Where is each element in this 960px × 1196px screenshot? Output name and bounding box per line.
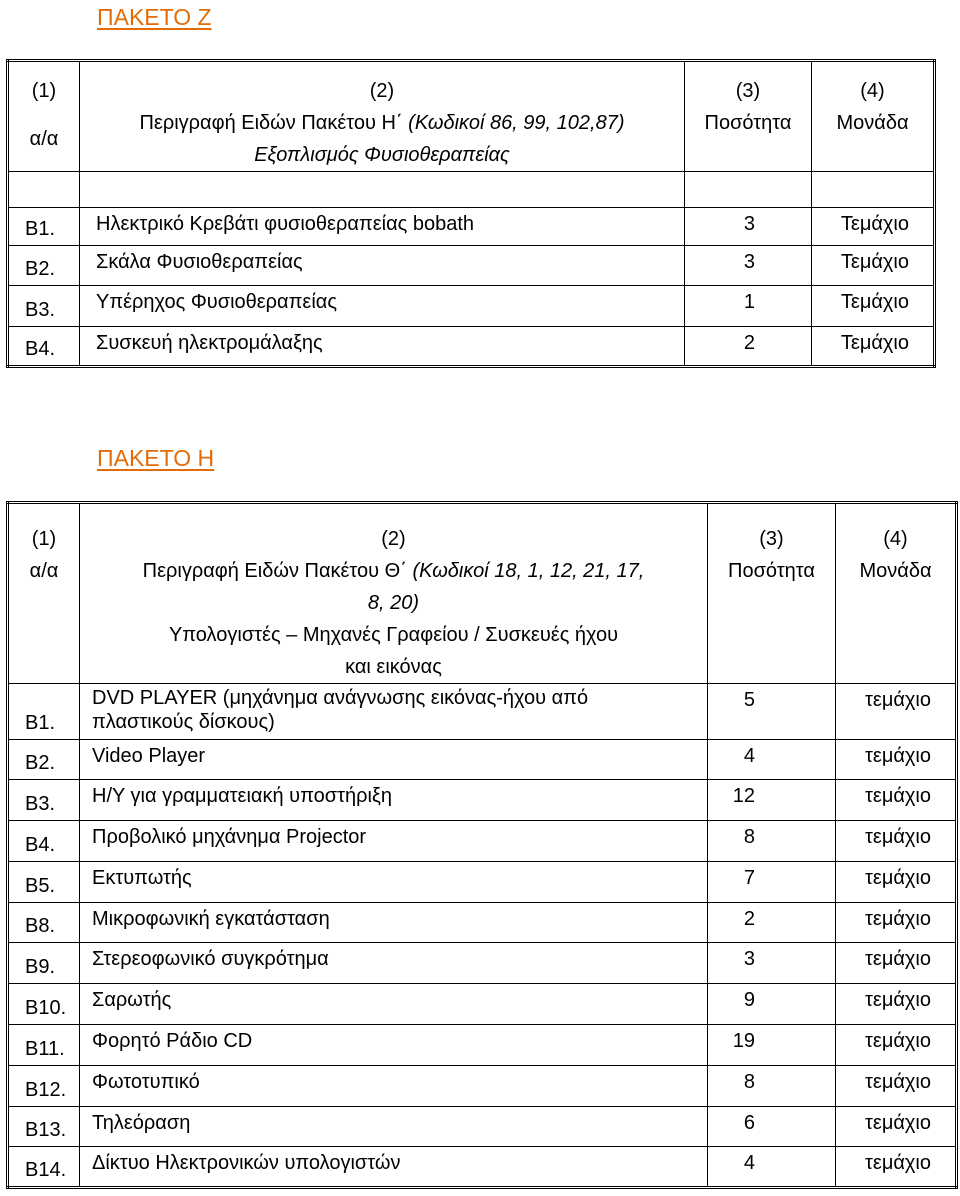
table-row <box>8 820 957 861</box>
row-quantity: 4 <box>708 739 836 779</box>
col-num-4: (4) <box>812 75 935 107</box>
row-description-text: Video Player <box>92 744 206 767</box>
row-unit: τεμάχιο <box>836 1065 957 1106</box>
row-id: Β2. <box>25 257 56 280</box>
row-id: Β10. <box>25 996 67 1019</box>
col-num-4: (4) <box>836 523 957 555</box>
row-id: Β5. <box>25 874 56 897</box>
row-id: Β11. <box>25 1037 65 1060</box>
row-id: Β13. <box>25 1118 67 1141</box>
row-quantity: 19 <box>708 1024 836 1065</box>
header-unit: Μονάδα <box>812 107 935 172</box>
row-description-text: Σαρωτής <box>92 988 172 1011</box>
row-quantity: 2 <box>685 326 812 366</box>
col-num-2: (2) <box>80 75 685 107</box>
row-id: Β1. <box>25 217 56 240</box>
header-description <box>80 107 685 172</box>
table-row <box>8 739 957 779</box>
row-unit: Τεμάχιο <box>812 207 935 245</box>
row-description-text: Φωτοτυπικό <box>92 1070 200 1093</box>
row-id: Β4. <box>25 337 56 360</box>
table-row <box>8 902 957 942</box>
header-unit: Μονάδα <box>836 555 957 684</box>
row-description-text: Συσκευή ηλεκτρομάλαξης <box>96 331 323 354</box>
header-desc-main: Περιγραφή Ειδών Πακέτου Η΄ <box>139 111 403 134</box>
header-desc-sub-1: Υπολογιστές – Μηχανές Γραφείου / Συσκευές ήχου <box>168 623 619 646</box>
row-quantity: 1 <box>685 285 812 326</box>
col-num-3: (3) <box>708 523 836 555</box>
row-id: Β8. <box>25 914 56 937</box>
row-description-text: Εκτυπωτής <box>92 866 192 889</box>
package-h-table <box>6 501 958 1189</box>
row-quantity: 2 <box>708 902 836 942</box>
row-id: Β9. <box>25 955 56 978</box>
row-quantity: 9 <box>708 983 836 1024</box>
table-row <box>8 1146 957 1187</box>
row-description-text: Φορητό Ράδιο CD <box>92 1029 253 1052</box>
row-quantity: 8 <box>708 1065 836 1106</box>
table-row <box>8 1065 957 1106</box>
row-description-text: Σκάλα Φυσιοθεραπείας <box>96 250 303 273</box>
row-id: Β4. <box>25 833 56 856</box>
package-z-table <box>6 59 936 368</box>
table-row <box>8 683 957 739</box>
table-row <box>8 207 935 245</box>
row-description-text: DVD PLAYER (μηχάνημα ανάγνωσης εικόνας-ήχου από <box>92 686 589 709</box>
table-row <box>8 1106 957 1146</box>
row-description <box>80 861 708 902</box>
row-description <box>80 1065 708 1106</box>
row-quantity: 6 <box>708 1106 836 1146</box>
row-description <box>80 983 708 1024</box>
table-row <box>8 861 957 902</box>
table-row <box>8 779 957 820</box>
header-desc-sub-2: και εικόνας <box>345 655 442 678</box>
row-quantity: 5 <box>708 683 836 739</box>
row-description <box>80 820 708 861</box>
row-id: Β1. <box>25 711 56 734</box>
row-description <box>80 902 708 942</box>
row-description-text-2: πλαστικούς δίσκους) <box>92 710 275 733</box>
row-description-text: Ηλεκτρικό Κρεβάτι φυσιοθεραπείας bobath <box>96 212 474 235</box>
row-unit: τεμάχιο <box>836 861 957 902</box>
header-desc-main: Περιγραφή Ειδών Πακέτου Θ΄ <box>142 559 407 582</box>
col-num-1: (1) <box>31 79 57 102</box>
row-unit: τεμάχιο <box>836 902 957 942</box>
row-quantity: 3 <box>685 245 812 285</box>
row-id: Β12. <box>25 1078 67 1101</box>
row-description <box>80 285 685 326</box>
col-num-3: (3) <box>685 75 812 107</box>
row-unit: τεμάχιο <box>836 739 957 779</box>
row-id: Β2. <box>25 751 56 774</box>
header-desc-codes-1: (Κωδικοί 18, 1, 12, 21, 17, <box>412 559 645 582</box>
row-unit: τεμάχιο <box>836 1024 957 1065</box>
row-unit: τεμάχιο <box>836 683 957 739</box>
row-description-text: Στερεοφωνικό συγκρότημα <box>92 947 329 970</box>
row-description-text: Υπέρηχος Φυσιοθεραπείας <box>96 290 337 313</box>
row-description <box>80 1146 708 1187</box>
header-qty: Ποσότητα <box>708 555 836 684</box>
row-description-text: Δίκτυο Ηλεκτρονικών υπολογιστών <box>92 1151 401 1174</box>
row-description <box>80 1106 708 1146</box>
row-description <box>80 942 708 983</box>
row-quantity: 8 <box>708 820 836 861</box>
package-h-title: ΠΑΚΕΤΟ Η <box>97 445 215 471</box>
row-quantity: 3 <box>708 942 836 983</box>
row-unit: τεμάχιο <box>836 983 957 1024</box>
header-qty: Ποσότητα <box>685 107 812 172</box>
row-description <box>80 779 708 820</box>
header-desc-codes-2: 8, 20) <box>367 591 420 614</box>
row-description <box>80 207 685 245</box>
row-quantity: 7 <box>708 861 836 902</box>
table-row <box>8 983 957 1024</box>
package-z-title: ΠΑΚΕΤΟ Ζ <box>97 4 212 30</box>
header-aa: α/α <box>29 559 59 582</box>
table-row <box>8 245 935 285</box>
row-description-text: Τηλεόραση <box>92 1111 191 1134</box>
header-aa: α/α <box>29 127 59 150</box>
row-description-text: Προβολικό μηχάνημα Projector <box>92 825 367 848</box>
row-description-text: Μικροφωνική εγκατάσταση <box>92 907 330 930</box>
row-description-text: Η/Υ για γραμματειακή υποστήριξη <box>92 784 392 807</box>
row-description <box>80 683 708 739</box>
col-num-2: (2) <box>80 523 708 555</box>
row-id: Β3. <box>25 792 56 815</box>
row-description <box>80 739 708 779</box>
row-quantity: 3 <box>685 207 812 245</box>
row-id: Β14. <box>25 1158 67 1181</box>
header-desc-sub: Εξοπλισμός Φυσιοθεραπείας <box>254 143 510 166</box>
table-row <box>8 285 935 326</box>
row-id: Β3. <box>25 298 56 321</box>
table-row <box>8 1024 957 1065</box>
header-desc-codes: (Κωδικοί 86, 99, 102,87) <box>408 111 625 134</box>
row-unit: Τεμάχιο <box>812 245 935 285</box>
col-num-1: (1) <box>31 527 57 550</box>
row-unit: Τεμάχιο <box>812 285 935 326</box>
row-description <box>80 245 685 285</box>
row-unit: Τεμάχιο <box>812 326 935 366</box>
row-unit: τεμάχιο <box>836 1146 957 1187</box>
row-quantity: 12 <box>708 779 836 820</box>
row-unit: τεμάχιο <box>836 1106 957 1146</box>
header-description <box>80 555 708 684</box>
row-description <box>80 326 685 366</box>
table-row <box>8 942 957 983</box>
row-quantity: 4 <box>708 1146 836 1187</box>
row-description <box>80 1024 708 1065</box>
table-row <box>8 326 935 366</box>
row-unit: τεμάχιο <box>836 820 957 861</box>
row-unit: τεμάχιο <box>836 942 957 983</box>
row-unit: τεμάχιο <box>836 779 957 820</box>
